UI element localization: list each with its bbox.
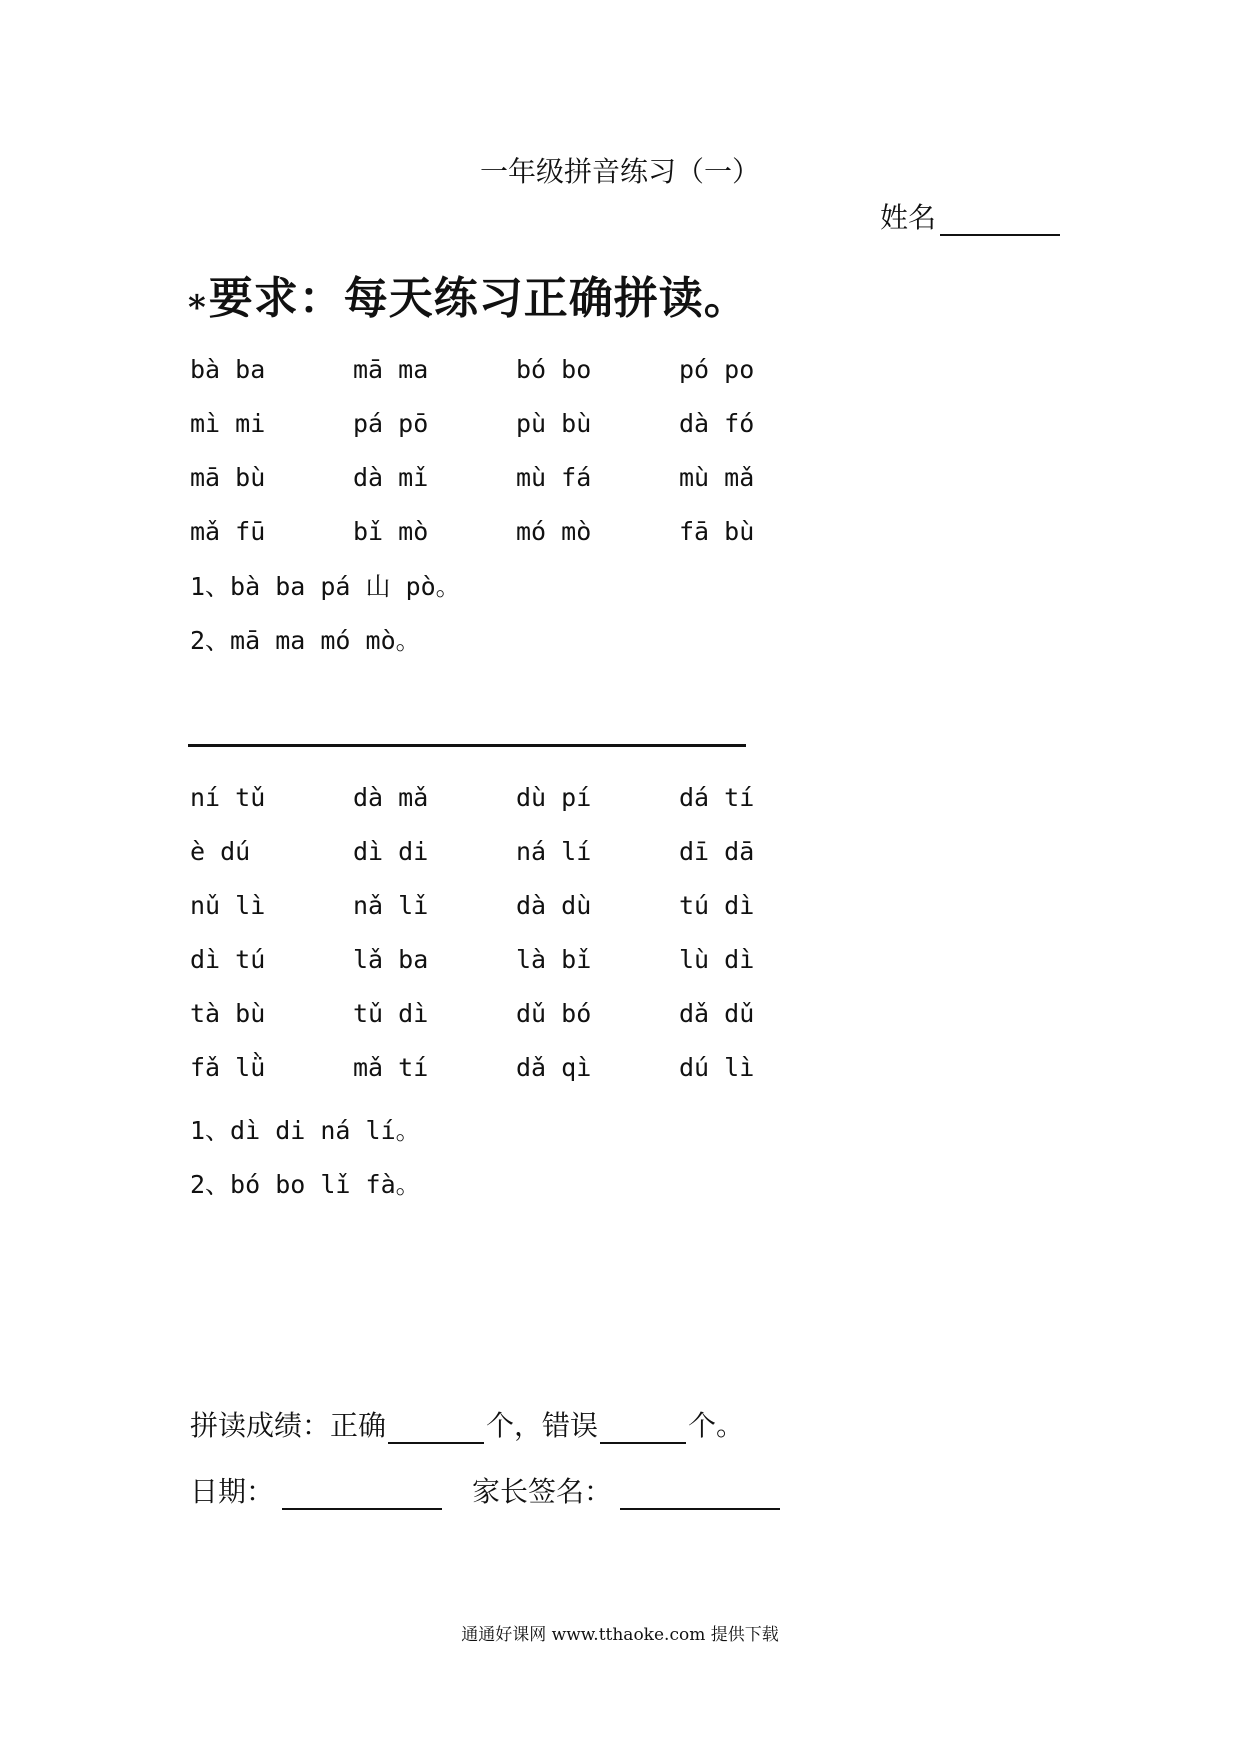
pinyin-word: mǎ fū: [190, 516, 266, 546]
requirement-heading: [188, 262, 749, 328]
pinyin-word: dì di: [353, 836, 429, 866]
pinyin-word: mù mǎ: [679, 462, 755, 492]
pinyin-word: dá tí: [679, 782, 755, 812]
word-row: [190, 770, 799, 824]
date-blank[interactable]: [282, 1478, 442, 1510]
worksheet-title: 一年级拼音练习（一）: [479, 155, 760, 188]
word-row: [190, 932, 799, 986]
word-row: [190, 1040, 799, 1094]
pinyin-word: dì tú: [190, 944, 266, 974]
practice-sentence: 2、mā ma mó mò。: [190, 626, 421, 655]
pinyin-word: mā ma: [353, 354, 429, 384]
word-row: [190, 824, 799, 878]
pinyin-word: nǎ lǐ: [353, 890, 429, 920]
pinyin-word: lù dì: [679, 944, 755, 974]
pinyin-word: tǔ dì: [353, 998, 429, 1028]
pinyin-word: mó mò: [516, 516, 592, 546]
download-footer: 通通好课网 www.tthaoke.com 提供下载: [461, 1625, 779, 1645]
practice-sentence: 1、bà ba pá 山 pò。: [190, 572, 461, 601]
word-row: [190, 504, 799, 558]
pinyin-word: mù fá: [516, 462, 592, 492]
word-row: [190, 450, 799, 504]
word-row: [190, 878, 799, 932]
pinyin-word: mì mi: [190, 408, 266, 438]
pinyin-word: lǎ ba: [353, 944, 429, 974]
score-line: [190, 1404, 744, 1444]
pinyin-word: dú lì: [679, 1052, 755, 1082]
pinyin-word: dà mǐ: [353, 462, 429, 492]
section1-word-grid: [190, 342, 799, 558]
score-end-text: 个。: [688, 1409, 745, 1442]
pinyin-word: è dú: [190, 836, 251, 866]
name-blank[interactable]: [940, 204, 1060, 236]
pinyin-word: dǎ qì: [516, 1052, 592, 1082]
word-row: [190, 342, 799, 396]
date-label: 日期：: [190, 1475, 275, 1508]
date-signature-line: [190, 1470, 780, 1510]
pinyin-word: ná lí: [516, 836, 592, 866]
pinyin-word: fǎ lǜ: [190, 1052, 266, 1082]
pinyin-word: mā bù: [190, 462, 266, 492]
pinyin-word: dà fó: [679, 408, 755, 438]
pinyin-word: dī dā: [679, 836, 755, 866]
pinyin-word: bà ba: [190, 354, 266, 384]
parent-signature-label: 家长签名：: [472, 1475, 613, 1508]
name-field: [880, 196, 1060, 236]
section2-word-grid: [190, 770, 799, 1094]
pinyin-word: dà dù: [516, 890, 592, 920]
practice-sentence: 1、dì di ná lí。: [190, 1116, 421, 1145]
correct-count-blank[interactable]: [388, 1412, 484, 1444]
section1-sentences: [190, 558, 461, 666]
wrong-count-blank[interactable]: [600, 1412, 686, 1444]
parent-signature-blank[interactable]: [620, 1478, 780, 1510]
pinyin-word: là bǐ: [516, 944, 592, 974]
pinyin-word: dà mǎ: [353, 782, 429, 812]
word-row: [190, 986, 799, 1040]
pinyin-word: dǎ dǔ: [679, 998, 755, 1028]
section-divider: [188, 744, 746, 747]
requirement-text: 要求：每天练习正确拼读。: [208, 273, 749, 324]
pinyin-word: nǔ lì: [190, 890, 266, 920]
pinyin-word: dù pí: [516, 782, 592, 812]
pinyin-word: pá pō: [353, 408, 429, 438]
pinyin-word: mǎ tí: [353, 1052, 429, 1082]
word-row: [190, 396, 799, 450]
pinyin-word: tú dì: [679, 890, 755, 920]
pinyin-word: fā bù: [679, 516, 755, 546]
pinyin-word: tà bù: [190, 998, 266, 1028]
pinyin-word: bǐ mò: [353, 516, 429, 546]
pinyin-word: dǔ bó: [516, 998, 592, 1028]
practice-sentence: 2、bó bo lǐ fà。: [190, 1170, 421, 1199]
pinyin-word: pó po: [679, 354, 755, 384]
name-label: 姓名: [879, 201, 936, 234]
pinyin-word: ní tǔ: [190, 782, 266, 812]
pinyin-word: bó bo: [516, 354, 592, 384]
section2-sentences: [190, 1102, 421, 1210]
pinyin-word: pù bù: [516, 408, 592, 438]
score-middle-text: 个，错误: [486, 1409, 599, 1442]
star-mark: *: [188, 288, 207, 328]
score-label: 拼读成绩：正确: [190, 1409, 387, 1442]
